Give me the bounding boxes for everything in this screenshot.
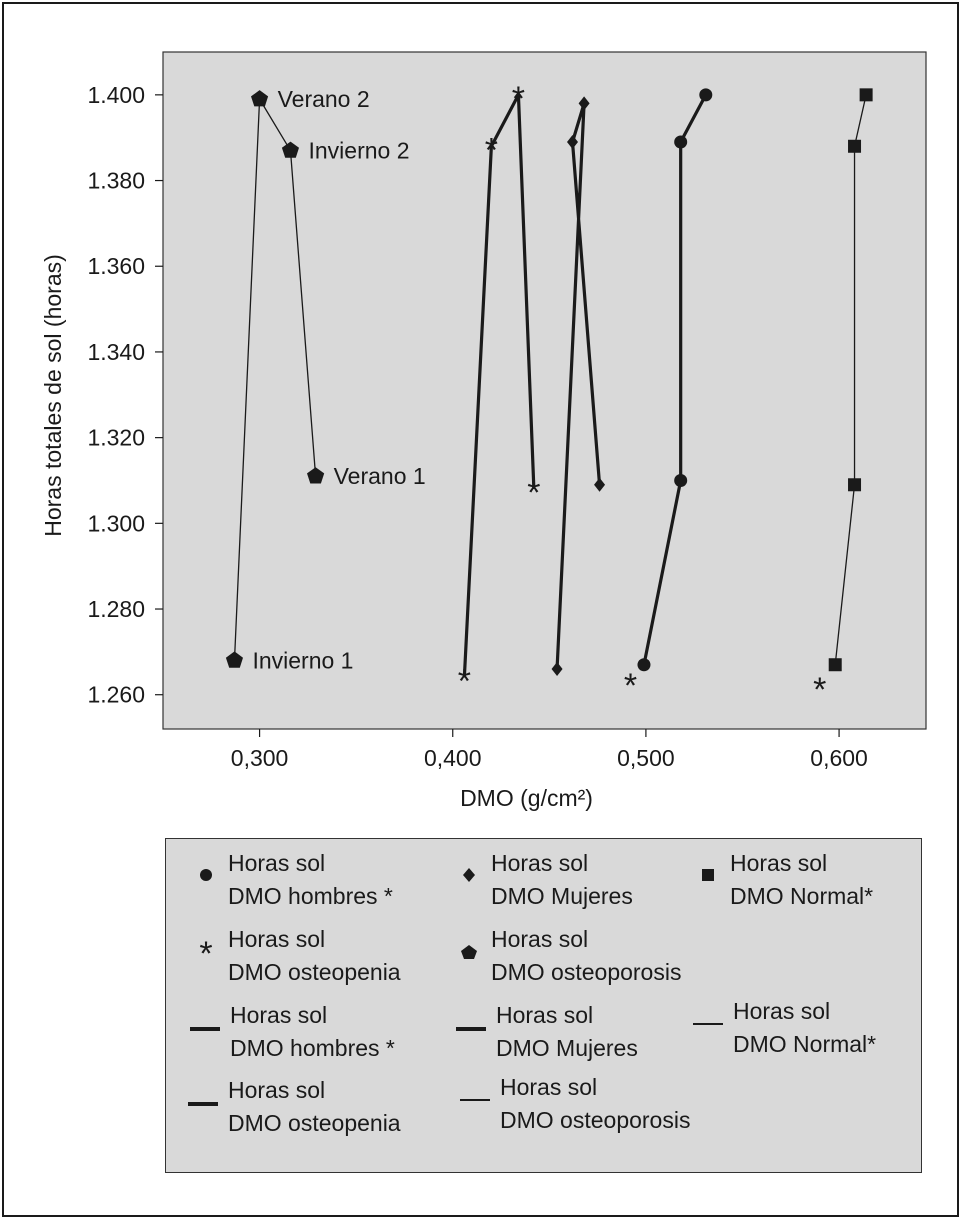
legend-label: Horas sol [496,1002,594,1028]
square-icon [690,847,730,877]
legend-label: Horas sol [228,1077,326,1103]
legend-item-osteoporosis-line [460,1071,690,1137]
y-tick-label: 1.260 [87,681,145,708]
y-tick-label: 1.360 [87,253,145,280]
legend-item-osteoporosis-marker [451,923,681,989]
legend-item-osteopenia-marker [188,923,401,989]
plot-area [163,52,926,729]
y-tick-label: 1.320 [87,424,145,451]
thick-line-icon [456,999,496,1029]
x-axis-label: DMO (g/cm²) [460,785,593,811]
data-point-osteopenia: * [511,79,526,118]
thin-line-icon [693,995,733,1025]
legend-label: Horas sol [491,926,589,952]
legend [165,838,922,1173]
legend-item-hombres-marker [188,847,393,913]
data-point-hombres [674,474,687,487]
legend-item-mujeres-marker [451,847,633,913]
x-tick-label: 0,600 [810,745,868,771]
legend-label: DMO Normal* [730,883,874,909]
data-point-hombres [699,88,712,101]
data-point-osteopenia: * [527,474,541,513]
legend-label: DMO osteoporosis [491,959,682,985]
legend-item-osteopenia-line [188,1074,401,1140]
data-point-hombres [674,135,687,148]
legend-label: DMO hombres * [228,883,393,909]
legend-label: Horas sol [733,998,831,1024]
legend-label: Horas sol [500,1074,598,1100]
data-point-osteopenia: * [457,662,471,701]
thick-line-icon [188,1074,228,1104]
legend-label: DMO hombres * [230,1035,395,1061]
point-label: Verano 1 [333,463,426,490]
data-point-normal [848,478,861,491]
circle-icon [188,847,228,877]
legend-item-normal-line [693,995,876,1061]
y-axis-label: Horas totales de sol (horas) [40,254,66,537]
y-tick-label: 1.380 [87,167,145,194]
legend-label: DMO Mujeres [491,883,633,909]
data-point-extra: * [813,671,827,710]
data-point-normal [860,88,873,101]
legend-item-hombres-line [190,999,395,1065]
diamond-icon [451,847,491,877]
legend-label: Horas sol [228,850,326,876]
x-tick-label: 0,400 [423,745,482,771]
legend-label: DMO osteopenia [228,959,401,985]
point-label: Verano 2 [277,86,370,113]
data-point-osteopenia: * [484,131,498,170]
data-point-hombres [637,658,650,671]
thick-line-icon [190,999,230,1029]
legend-label: Horas sol [228,926,326,952]
x-tick-label: 0,500 [617,745,675,771]
pentagon-icon [451,923,491,953]
legend-label: Horas sol [230,1002,328,1028]
data-point-extra: * [623,666,638,705]
data-point-normal [829,658,842,671]
legend-label: Horas sol [730,850,828,876]
y-tick-label: 1.400 [87,81,145,108]
legend-label: DMO Mujeres [496,1035,638,1061]
y-tick-label: 1.300 [87,510,145,537]
data-point-normal [848,140,861,153]
svg-text:*: * [199,935,213,973]
y-tick-label: 1.340 [87,338,145,365]
asterisk-icon [188,923,228,973]
legend-label: DMO osteoporosis [500,1107,691,1133]
legend-label: DMO osteopenia [228,1110,401,1136]
x-tick-label: 0,300 [230,745,289,771]
thin-line-icon [460,1071,500,1101]
legend-item-normal-marker [690,847,873,913]
legend-label: DMO Normal* [733,1031,877,1057]
point-label: Invierno 2 [308,137,410,164]
legend-item-mujeres-line [456,999,638,1065]
point-label: Invierno 1 [252,647,354,674]
y-tick-label: 1.280 [87,596,145,623]
legend-label: Horas sol [491,850,589,876]
